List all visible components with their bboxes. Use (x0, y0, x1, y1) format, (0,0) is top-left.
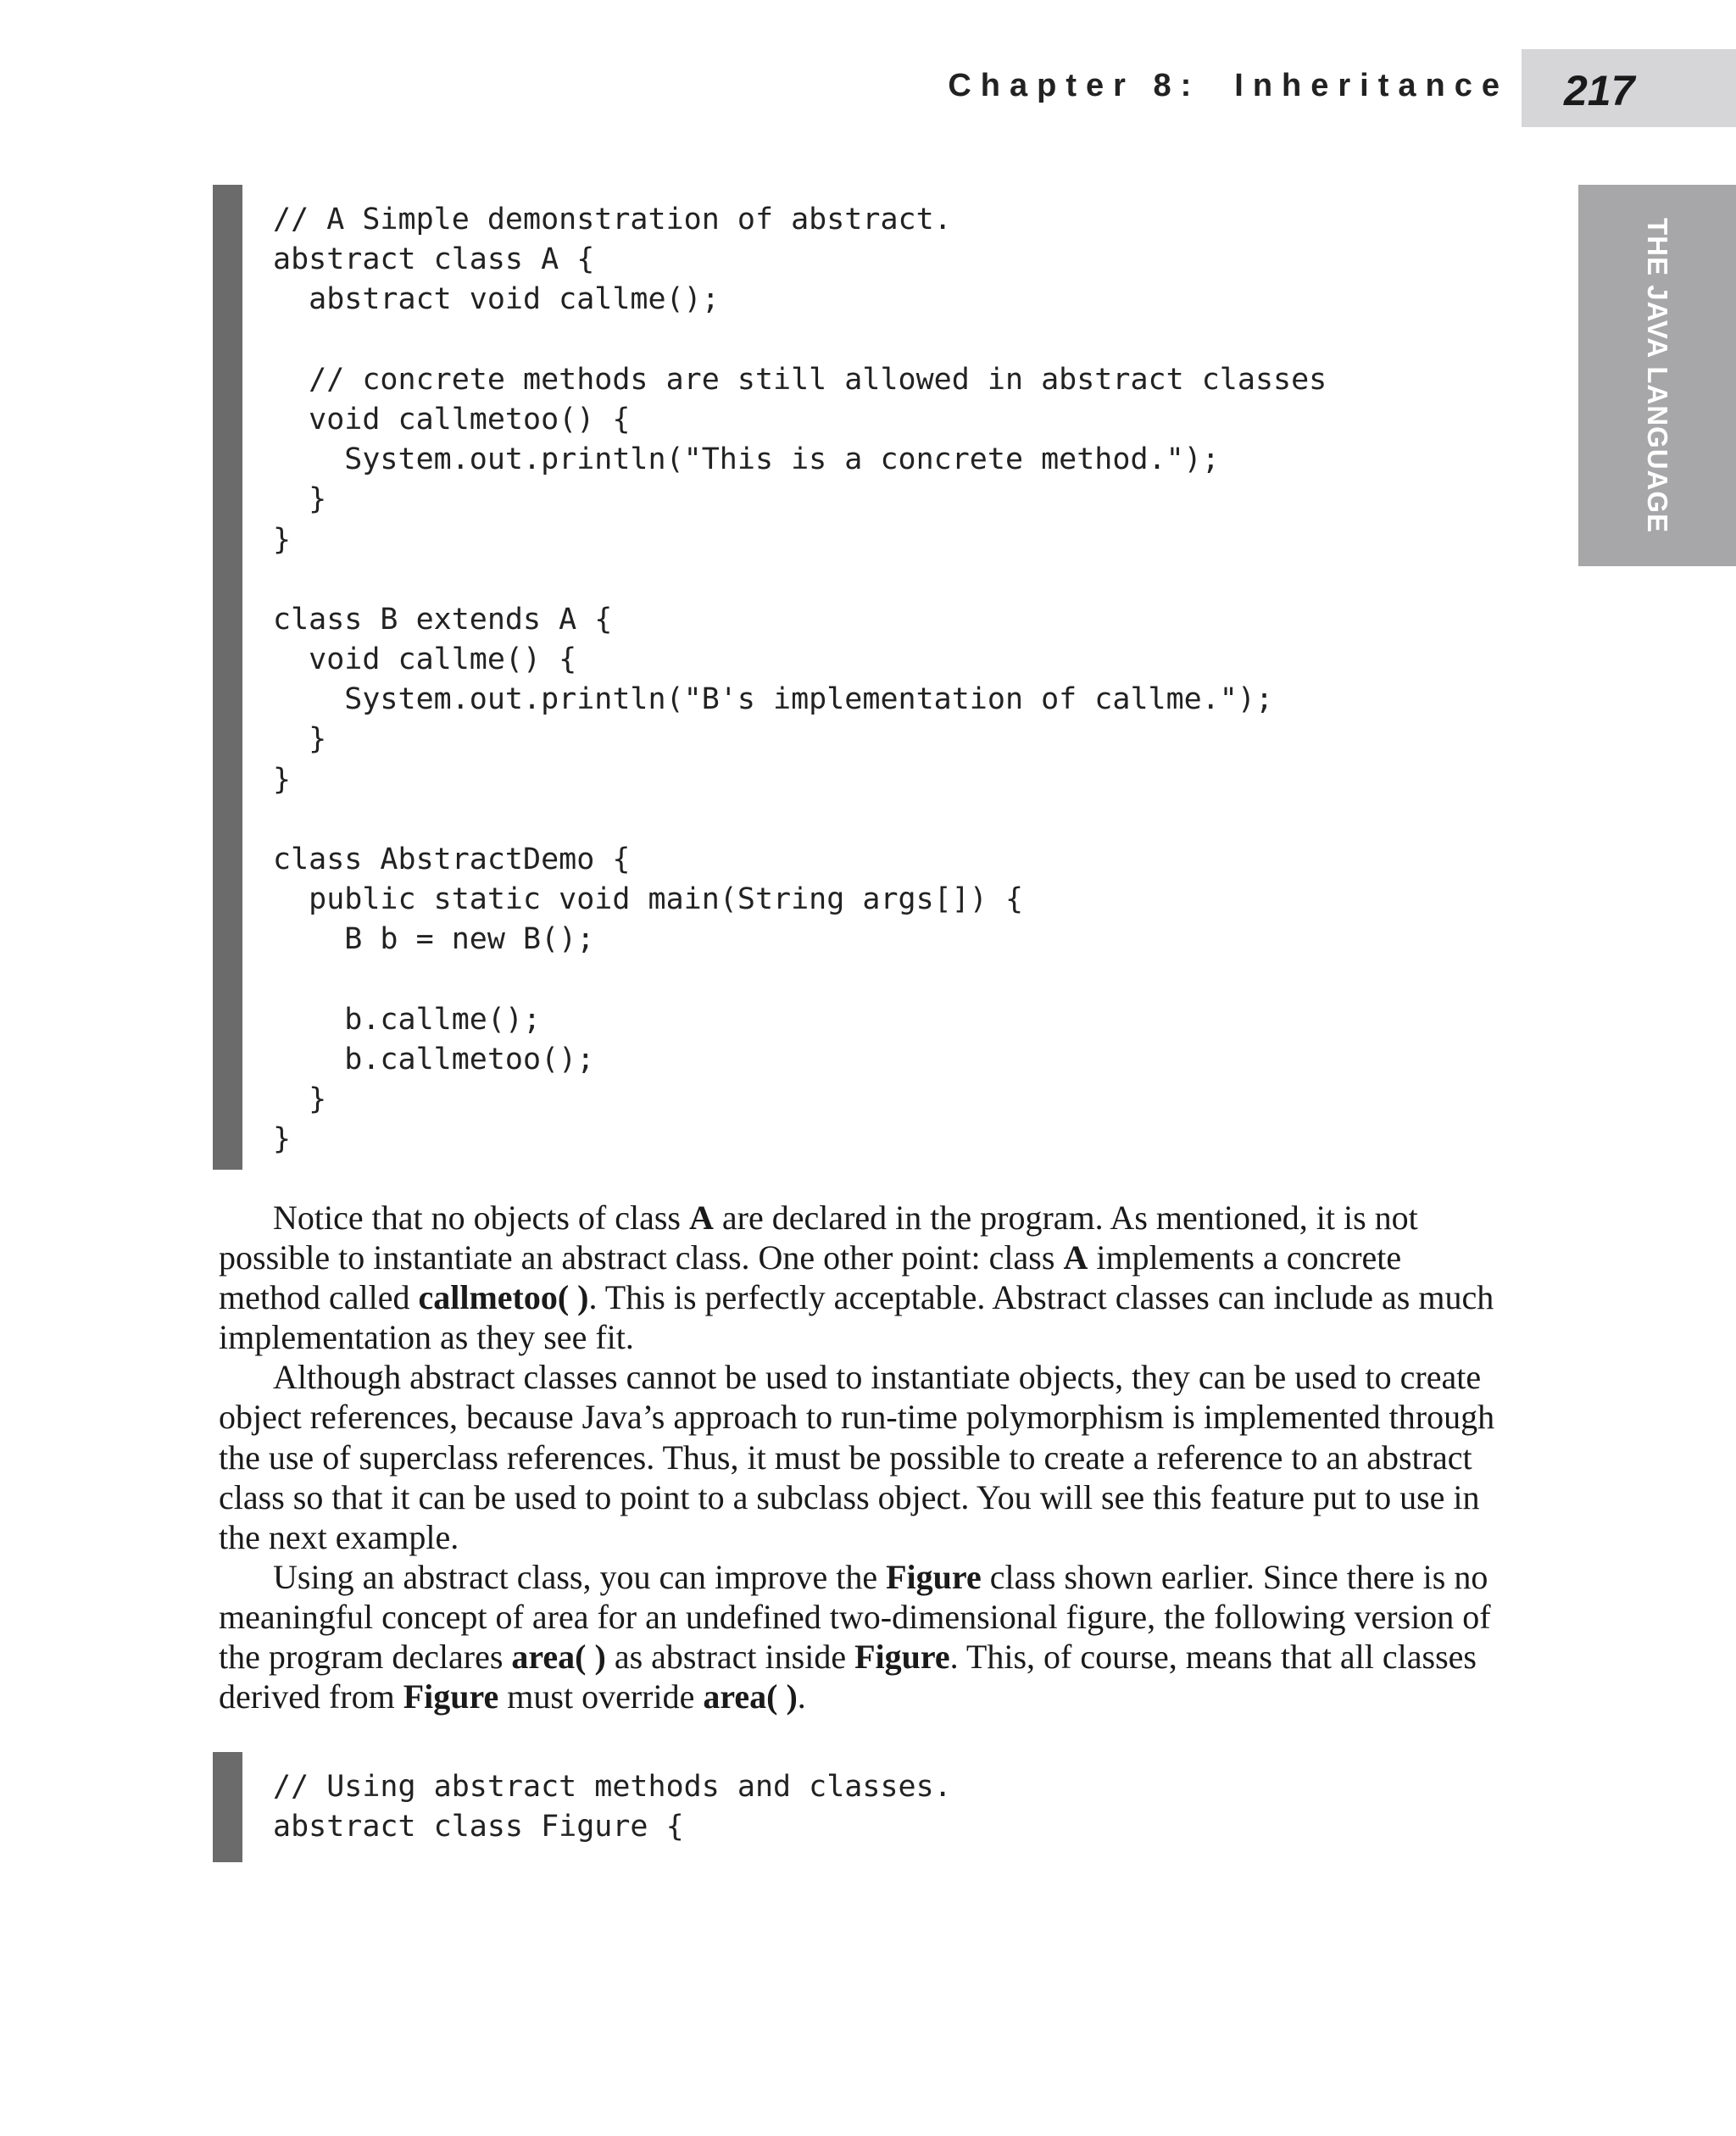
text-run: . (797, 1677, 806, 1716)
bold-run: Figure (403, 1677, 499, 1716)
paragraph-2: Although abstract classes cannot be used to instantiate objects, they can be used to create object references, because Java’s approach to run-time polymorphism is implemented through the use of superclass references. Thus, it must be possible to create a reference to an abstract class so that it can be used to point to a subclass object. You will see this feature put to use in the next example. (219, 1358, 1495, 1556)
chapter-number: Chapter 8: (948, 68, 1201, 103)
text-run: Using an abstract class, you can improve the (273, 1557, 887, 1596)
code-line (273, 320, 1327, 360)
text-run: . This, of course, means that all classes derived from (219, 1638, 1477, 1716)
code-line: b.callmetoo(); (273, 1042, 595, 1076)
code-line: public static void main(String args[]) { (273, 882, 1024, 917)
code-block-1-bar (213, 185, 242, 1170)
code-line: // Using abstract methods and classes. (273, 1770, 952, 1804)
page-number-box (1522, 49, 1736, 127)
code-line (273, 960, 1327, 1000)
bold-run: Figure (886, 1557, 982, 1596)
code-line: abstract class Figure { (273, 1810, 684, 1844)
code-line: void callme() { (273, 642, 577, 677)
code-line (273, 560, 1327, 600)
code-line: abstract class A { (273, 242, 595, 277)
text-run: must override (498, 1677, 704, 1716)
bold-run: callmetoo( ) (418, 1278, 589, 1317)
code-line: } (273, 482, 327, 517)
code-line: } (273, 722, 327, 757)
code-line (273, 800, 1327, 840)
body-text (219, 1198, 1507, 1716)
code-line: } (273, 1082, 327, 1117)
code-line: // concrete methods are still allowed in abstract classes (273, 362, 1327, 397)
text-run: class shown earlier. Since there is no meaningful concept of area for an undefined two-dimensional figure, the following version of the program declares (219, 1557, 1491, 1677)
code-line: class B extends A { (273, 602, 613, 637)
bold-run: area( ) (511, 1638, 606, 1677)
code-line: b.callme(); (273, 1002, 542, 1037)
paragraph-3 (219, 1557, 1507, 1716)
code-line: class AbstractDemo { (273, 843, 631, 876)
code-line: } (273, 762, 292, 797)
text-run: implements a concrete method called (219, 1238, 1402, 1317)
code-line: void callmetoo() { (273, 402, 631, 437)
section-side-tab (1578, 185, 1736, 566)
paragraph-1 (219, 1198, 1507, 1357)
code-line: abstract void callme(); (273, 282, 720, 317)
code-line: } (273, 1122, 292, 1157)
code-line: B b = new B(); (273, 922, 595, 957)
bold-run: A (1063, 1238, 1088, 1277)
code-block-1 (273, 200, 1327, 1160)
bold-run: area( ) (703, 1677, 798, 1716)
code-line: // A Simple demonstration of abstract. (273, 203, 952, 236)
code-block-2 (273, 1767, 952, 1847)
text-run: as abstract inside (605, 1638, 855, 1677)
chapter-title: Inheritance (1234, 68, 1509, 103)
text-run: are declared in the program. As mentioned, it is not possible to instantiate an abstract class. One other point: class (219, 1199, 1418, 1277)
text-run: . This is perfectly acceptable. Abstract classes can include as much implementation as they see fit. (219, 1278, 1494, 1357)
bold-run: Figure (854, 1638, 950, 1677)
running-head (915, 68, 1509, 104)
code-line: System.out.println("This is a concrete method."); (273, 442, 1220, 477)
code-block-2-bar (213, 1752, 242, 1862)
text-run: Notice that no objects of class (273, 1199, 689, 1237)
page-number: 217 (1564, 67, 1635, 114)
code-line: } (273, 522, 292, 557)
code-line: System.out.println("B's implementation of callme."); (273, 682, 1274, 717)
bold-run: A (688, 1199, 714, 1237)
side-tab-label: THE JAVA LANGUAGE (1642, 217, 1673, 534)
